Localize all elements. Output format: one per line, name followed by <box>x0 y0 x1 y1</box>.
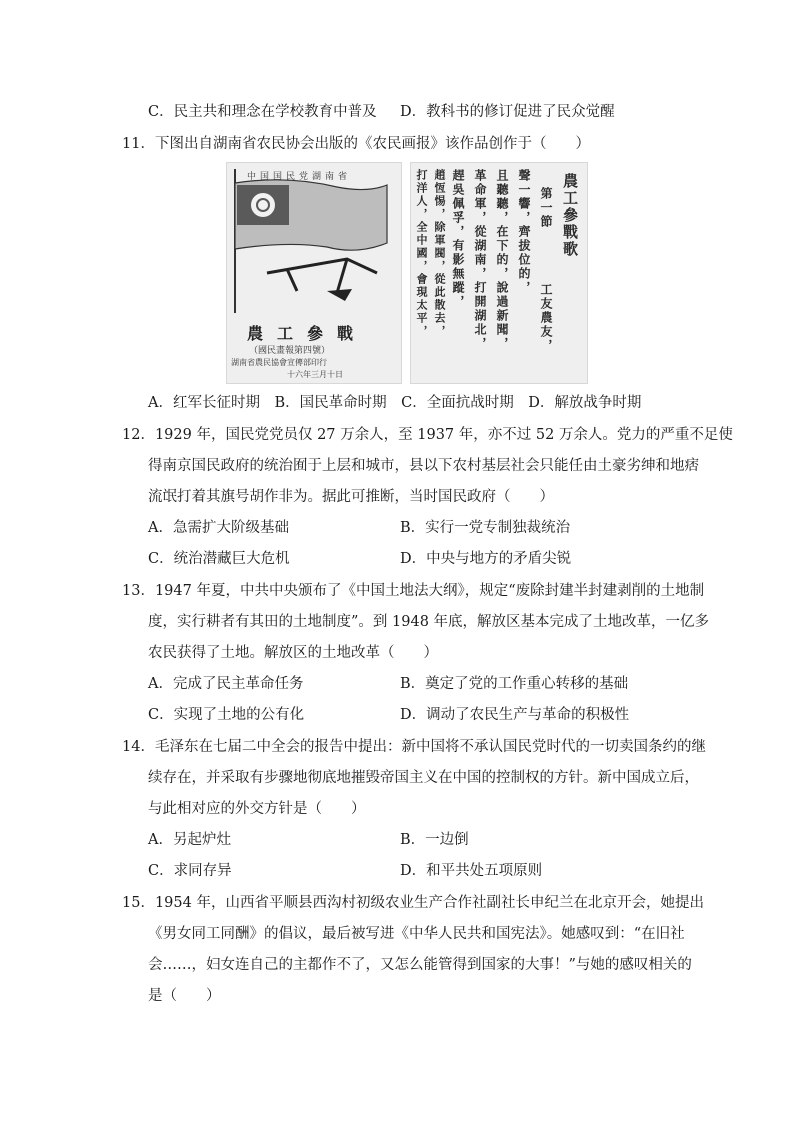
q13-option-d: D．调动了农民生产与革命的积极性 <box>400 707 630 723</box>
left-footer-publisher: 湖南省農民協會宣傳部印行 <box>231 358 327 367</box>
q12-line-2: 得南京国民政府的统治囿于上层和城市，县以下农村基层社会只能任由土豪劣绅和地痞 <box>148 458 699 474</box>
q12-option-c: C．统治潜藏巨大危机 <box>148 551 290 567</box>
q12-option-b: B．实行一党专制独裁统治 <box>400 520 571 536</box>
song-col-7: 趕吳佩孚，有影無蹤， <box>451 169 465 309</box>
q13-option-a: A．完成了民主革命任务 <box>148 676 304 692</box>
q11-stem: 11．下图出自湖南省农民协会出版的《农民画报》该作品创作于（ ） <box>122 136 590 152</box>
q14-option-a: A．另起炉灶 <box>148 832 231 848</box>
song-col-9: 打洋人，全中國，會現太平， <box>415 169 428 338</box>
q15-line-3: 会……，妇女连自己的主都作不了，又怎么能管得到国家的大事！”与她的感叹相关的 <box>148 957 692 973</box>
left-title: 農工參戰 <box>247 324 368 343</box>
q15-line-4: 是（ ） <box>148 988 221 1004</box>
q11-options: A．红军长征时期 B．国民革命时期 C．全面抗战时期 D．解放战争时期 <box>148 395 642 411</box>
left-banner: 中国国民党湖南省 <box>247 172 352 182</box>
q13-line-3: 农民获得了土地。解放区的土地改革（ ） <box>148 645 438 661</box>
q10-option-c: C．民主共和理念在学校教育中普及 <box>148 104 377 120</box>
q12-option-d: D．中央与地方的矛盾尖锐 <box>400 551 572 567</box>
q13-option-c: C．实现了土地的公有化 <box>148 707 305 723</box>
q12-line-3: 流氓打着其旗号胡作非为。据此可推断，当时国民政府（ ） <box>148 489 554 505</box>
song-text-image <box>410 162 588 384</box>
song-col-2: 第一節 <box>539 187 553 229</box>
song-col-6: 革命軍，從湖南，打開湖北， <box>473 169 487 351</box>
q15-line-1: 15．1954 年，山西省平顺县西沟村初级农业生产合作社副社长申纪兰在北京开会，她提出 <box>122 895 704 911</box>
q13-option-b: B．奠定了党的工作重心转移的基础 <box>400 676 629 692</box>
poster-image <box>226 162 402 384</box>
q12-option-a: A．急需扩大阶级基础 <box>148 520 289 536</box>
q14-option-c: C．求同存异 <box>148 863 232 879</box>
left-footer-date: 十六年三月十日 <box>287 370 343 379</box>
q13-line-2: 度，实行耕者有其田的土地制度”。到 1948 年底，解放区基本完成了土地改革，一亿多 <box>148 614 710 630</box>
q10-option-d: D．教科书的修订促进了民众觉醒 <box>400 104 615 120</box>
q12-line-1: 12．1929 年，国民党党员仅 27 万余人，至 1937 年，亦不过 52 万余人。党力的严重不足使 <box>122 427 733 443</box>
left-subtitle: （國民畫報第四號） <box>249 346 331 356</box>
song-col-5: 且聽聽，在下的，說過新聞， <box>495 169 509 351</box>
song-title: 農工參戰歌 <box>561 173 579 258</box>
q14-line-3: 与此相对应的外交方针是（ ） <box>148 801 366 817</box>
q14-line-2: 续存在，并采取有步骤地彻底地摧毁帝国主义在中国的控制权的方针。新中国成立后， <box>148 770 699 786</box>
q15-line-2: 《男女同工同酬》的倡议，最后被写进《中华人民共和国宪法》。她感叹到：“在旧社 <box>148 926 685 942</box>
q14-option-b: B．一边倒 <box>400 832 469 848</box>
song-col-3: 工友農友， <box>539 283 553 353</box>
q14-option-d: D．和平共处五项原则 <box>400 863 543 879</box>
q13-line-1: 13．1947 年夏，中共中央颁布了《中国土地法大纲》，规定“废除封建半封建剥削的土地制 <box>122 583 705 599</box>
q11-figure <box>226 162 588 384</box>
q14-line-1: 14．毛泽东在七届二中全会的报告中提出：新中国将不承认国民党时代的一切卖国条约的继 <box>122 739 706 755</box>
song-col-4: 聲一響，齊拔位的， <box>517 169 531 295</box>
song-col-8: 趙恆惕，除軍閥，從此散去， <box>433 169 446 338</box>
